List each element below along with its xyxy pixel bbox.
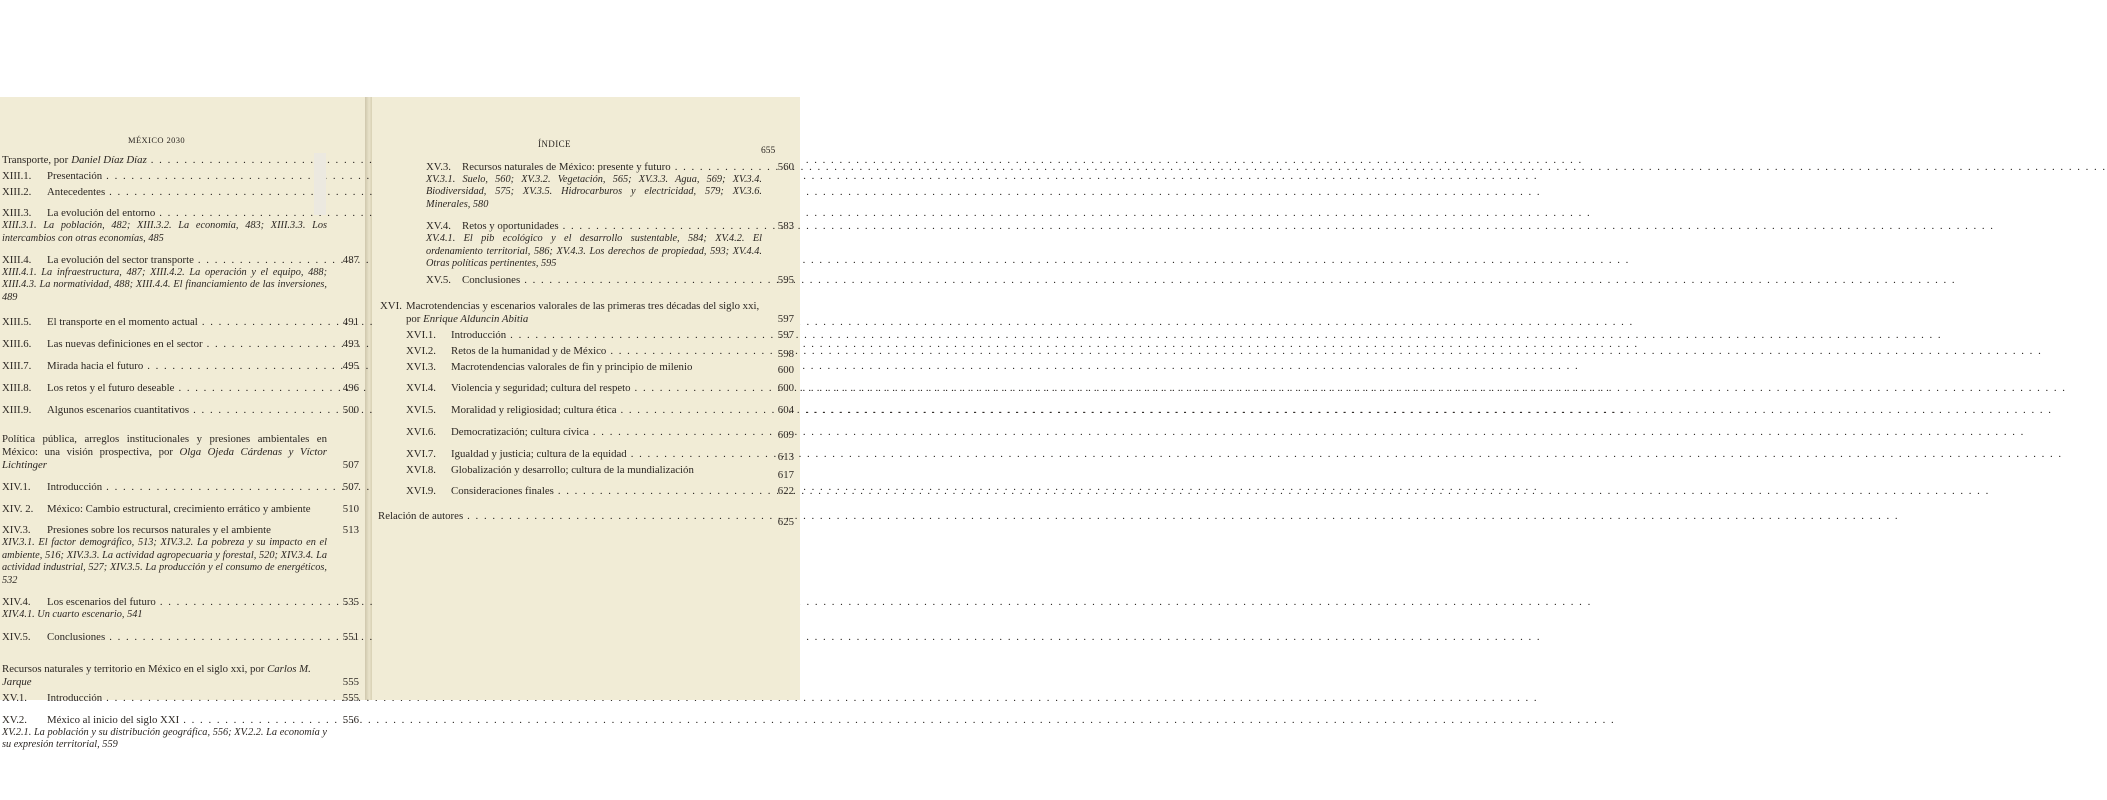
right-page: [372, 97, 800, 700]
chapter-heading: [2, 663, 359, 689]
toc-subentries: XIII.3.1. La población, 482; XIII.3.2. La economía, 483; XIII.3.3. Los intercambios con otras economías, 485: [2, 220, 327, 244]
page-number: 507: [342, 459, 359, 472]
paper-blemish: [314, 153, 326, 215]
page-number: 495: [342, 360, 359, 373]
page-number: 500: [342, 403, 359, 416]
toc-entry: XIV.5. Conclusiones . . . 551: [2, 631, 327, 644]
toc-entry: XIII.4. La evolución del sector transporte . . . 487: [2, 254, 327, 267]
page-number: 535: [342, 596, 359, 609]
chapter-number: XVI.: [380, 300, 402, 313]
running-header: ÍNDICE: [538, 139, 571, 149]
toc-entry: XIV.1. Introducción . . . 507: [2, 481, 327, 494]
left-page: [0, 97, 365, 751]
page-number: 551: [342, 630, 359, 643]
page-number: 583: [777, 220, 794, 233]
toc-entry: XIII.6. Las nuevas definiciones en el sector . . . 493: [2, 338, 327, 351]
toc-entry: XIII.2. Antecedentes . . .: [2, 186, 327, 199]
toc-entry: XVI.1. Introducción . . . 597: [390, 329, 762, 342]
page-number: 625: [777, 516, 794, 529]
chapter-author: Olga Ojeda Cárdenas y Víctor Lichtinger: [2, 446, 327, 472]
toc-entry: XVI.5. Moralidad y religiosidad; cultura ética . . . 604: [390, 404, 762, 417]
chapter-author: Daniel Díaz Díaz: [71, 154, 147, 166]
toc-entry: XV.2. México al inicio del siglo XXI . . . 556: [2, 714, 327, 727]
chapter-heading: [2, 433, 359, 472]
page-number: 613: [777, 450, 794, 463]
toc-entry: XVI.6. Democratización; cultura cívica . . . 609: [390, 426, 762, 439]
chapter-heading: [380, 300, 794, 326]
toc-entry: XIII.8. Los retos y el futuro deseable . . . 496: [2, 382, 327, 395]
toc-subentries: XIII.4.1. La infraestructura, 487; XIII.4.2. La operación y el equipo, 488; XIII.4.3. La normatividad, 488; XIII.4.4. El financiamiento de las inversiones, 489: [2, 266, 327, 303]
toc-entry: XIII.3. La evolución del entorno . . .: [2, 207, 327, 220]
toc-subentries: XV.4.1. El pib ecológico y el desarrollo sustentable, 584; XV.4.2. El ordenamiento territorial, 586; XV.4.3. Los derechos de propiedad, 593; XV.4.4. Otras políticas pertinentes, 595: [426, 233, 762, 270]
toc-right: [378, 161, 794, 529]
page-number: 609: [777, 428, 794, 441]
chapter-author: Enrique Alduncin Abitia: [423, 313, 529, 326]
page-number: 513: [342, 524, 359, 537]
toc-entry: XIII.1. Presentación . . .: [2, 170, 327, 183]
page-number: 617: [777, 468, 794, 481]
chapter-title: Transporte, por: [2, 154, 69, 166]
toc-entry: XIII.7. Mirada hacia el futuro . . . 495: [2, 360, 327, 373]
page-number: 597: [777, 328, 794, 341]
toc-entry: XIV.4. Los escenarios del futuro . . . 535: [2, 596, 327, 609]
toc-subentries: XV.3.1. Suelo, 560; XV.3.2. Vegetación, 565; XV.3.3. Agua, 569; XV.3.4. Biodiversidad, 575; XV.3.5. Hidrocarburos y electricidad, 579; XV.3.6. Minerales, 580: [426, 173, 762, 210]
toc-entry: XV.3. Recursos naturales de México: presente y futuro . . . 560: [390, 161, 762, 174]
page-number: 555: [342, 691, 359, 704]
chapter-title: Política pública, arreglos institucionales y presiones ambientales en México: una visión prospectiva, por: [2, 433, 327, 459]
toc-subentries: XIV.4.1. Un cuarto escenario, 541: [2, 609, 143, 621]
toc-entry: XIV.3. Presiones sobre los recursos naturales y el ambiente 513: [2, 524, 359, 537]
page-number: 604: [777, 404, 794, 417]
chapter-title: Recursos naturales y territorio en México en el siglo xxi, por: [2, 663, 268, 676]
page-number: 493: [342, 338, 359, 351]
toc-left: [2, 154, 359, 752]
page-number: 622: [777, 485, 794, 498]
toc-entry: XVI.7. Igualdad y justicia; cultura de la equidad . . . 613: [390, 448, 762, 461]
running-header: MÉXICO 2030: [128, 135, 186, 145]
page-number: 597: [777, 313, 794, 326]
page-number: 555: [342, 676, 359, 689]
toc-entry: XVI.2. Retos de la humanidad y de México . . . 598: [390, 345, 762, 358]
page-number: 507: [342, 480, 359, 493]
toc-entry: XVI.8. Globalización y desarrollo; cultura de la mundialización 617: [406, 463, 794, 481]
toc-entry: XVI.9. Consideraciones finales . . . 622: [390, 485, 762, 498]
toc-subentries: XV.2.1. La población y su distribución geográfica, 556; XV.2.2. La economía y su expresión territorial, 559: [2, 726, 327, 751]
page-number: 600: [777, 363, 794, 376]
page-number-header: 655: [761, 146, 776, 156]
page-number: 487: [342, 254, 359, 267]
page-number: 560: [777, 161, 794, 173]
chapter-title: Macrotendencias y escenarios valorales de las primeras tres décadas del siglo xxi, por: [406, 300, 760, 326]
toc-entry: XIV. 2. México: Cambio estructural, crecimiento errático y ambiente 510: [2, 502, 359, 515]
toc-entry: XV.5. Conclusiones . . . 595: [390, 274, 762, 287]
chapter-author: Carlos M. Jarque: [2, 663, 311, 689]
toc-entry: XIII.9. Algunos escenarios cuantitativos . . . 500: [2, 404, 327, 417]
toc-subentries: XIV.3.1. El factor demográfico, 513; XIV.3.2. La pobreza y su impacto en el ambiente, 516; XIV.3.3. La actividad agropecuaria y forestal, 520; XIV.3.4. La actividad industrial, 527; XIV.3.5. La producción y el consumo de energéticos, 532: [2, 537, 327, 586]
page-number: 595: [777, 273, 794, 286]
chapter-heading: [2, 154, 327, 167]
toc-entry: XVI.4. Violencia y seguridad; cultura del respeto . . . 600: [390, 382, 762, 395]
toc-entry: XVI.3. Macrotendencias valorales de fin y principio de milenio 600: [406, 360, 794, 376]
toc-entry: XV.4. Retos y oportunidades . . . 583: [390, 220, 762, 233]
toc-entry: Relación de autores . . . 625: [378, 510, 762, 523]
page-number: 510: [342, 502, 359, 515]
toc-entry: XIII.5. El transporte en el momento actual . . . 491: [2, 316, 327, 329]
page-number: 598: [777, 347, 794, 360]
toc-entry: XV.1. Introducción . . . 555: [2, 692, 327, 705]
page-number: 496: [342, 381, 359, 394]
page-number: 491: [342, 316, 359, 329]
page-number: 600: [777, 382, 794, 395]
page-number: 556: [342, 713, 359, 726]
